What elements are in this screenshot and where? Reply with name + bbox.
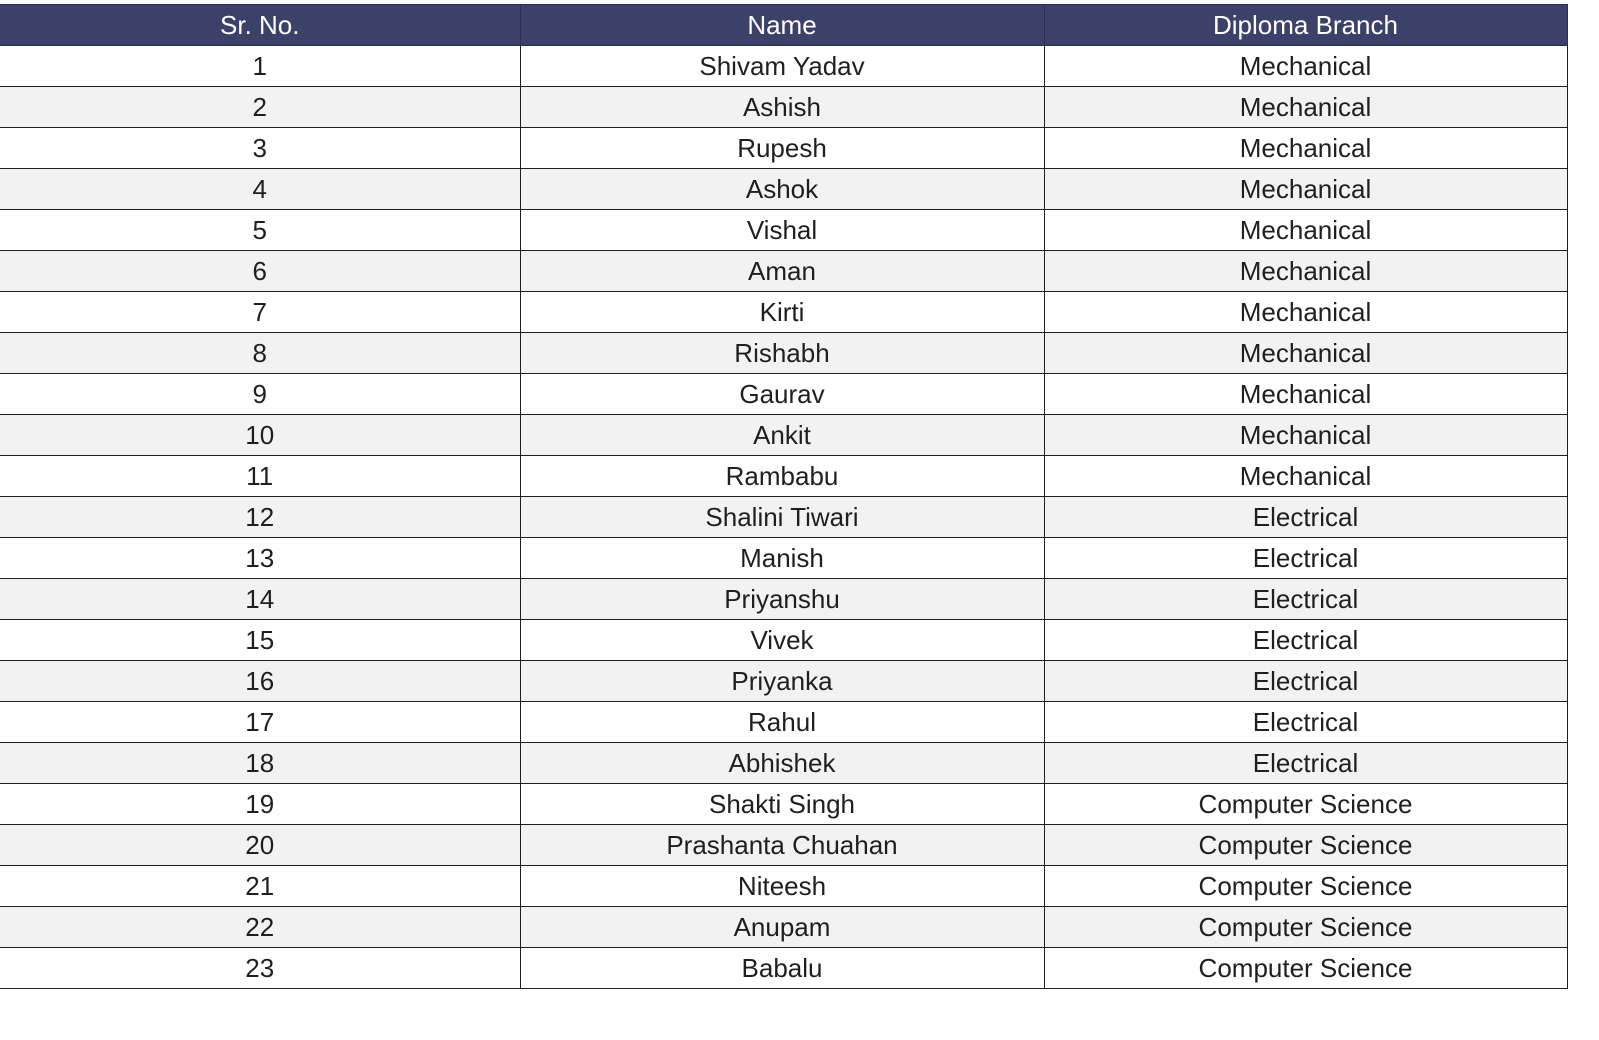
cell-name: Niteesh (520, 866, 1044, 907)
cell-sr-no: 17 (0, 702, 520, 743)
cell-diploma-branch: Mechanical (1044, 169, 1567, 210)
table-row (0, 292, 1567, 333)
table-row (0, 456, 1567, 497)
table-row (0, 579, 1567, 620)
cell-sr-no: 2 (0, 87, 520, 128)
cell-name: Priyanka (520, 661, 1044, 702)
cell-diploma-branch: Mechanical (1044, 333, 1567, 374)
cell-sr-no: 8 (0, 333, 520, 374)
table-row (0, 948, 1567, 989)
cell-name: Aman (520, 251, 1044, 292)
cell-sr-no: 9 (0, 374, 520, 415)
table-row (0, 538, 1567, 579)
table-row (0, 825, 1567, 866)
cell-diploma-branch: Electrical (1044, 620, 1567, 661)
cell-name: Manish (520, 538, 1044, 579)
cell-name: Rahul (520, 702, 1044, 743)
cell-name: Rambabu (520, 456, 1044, 497)
cell-sr-no: 18 (0, 743, 520, 784)
cell-sr-no: 12 (0, 497, 520, 538)
cell-name: Shakti Singh (520, 784, 1044, 825)
cell-sr-no: 10 (0, 415, 520, 456)
table-row (0, 661, 1567, 702)
cell-diploma-branch: Mechanical (1044, 87, 1567, 128)
cell-diploma-branch: Computer Science (1044, 866, 1567, 907)
cell-diploma-branch: Mechanical (1044, 292, 1567, 333)
cell-sr-no: 1 (0, 46, 520, 87)
cell-name: Rishabh (520, 333, 1044, 374)
cell-sr-no: 5 (0, 210, 520, 251)
cell-name: Ankit (520, 415, 1044, 456)
cell-diploma-branch: Electrical (1044, 743, 1567, 784)
cell-sr-no: 11 (0, 456, 520, 497)
cell-diploma-branch: Mechanical (1044, 374, 1567, 415)
table-row (0, 784, 1567, 825)
cell-sr-no: 21 (0, 866, 520, 907)
table-row (0, 374, 1567, 415)
cell-diploma-branch: Mechanical (1044, 210, 1567, 251)
cell-name: Priyanshu (520, 579, 1044, 620)
cell-name: Prashanta Chuahan (520, 825, 1044, 866)
table-row (0, 497, 1567, 538)
table-row (0, 210, 1567, 251)
table-row (0, 169, 1567, 210)
cell-name: Babalu (520, 948, 1044, 989)
table-row (0, 907, 1567, 948)
cell-diploma-branch: Mechanical (1044, 128, 1567, 169)
header-diploma-branch: Diploma Branch (1044, 5, 1567, 46)
cell-sr-no: 22 (0, 907, 520, 948)
table-row (0, 743, 1567, 784)
table-row (0, 46, 1567, 87)
cell-diploma-branch: Electrical (1044, 538, 1567, 579)
cell-name: Abhishek (520, 743, 1044, 784)
cell-sr-no: 23 (0, 948, 520, 989)
table-row (0, 333, 1567, 374)
cell-sr-no: 19 (0, 784, 520, 825)
cell-name: Ashish (520, 87, 1044, 128)
cell-sr-no: 15 (0, 620, 520, 661)
table-row (0, 702, 1567, 743)
cell-sr-no: 13 (0, 538, 520, 579)
cell-diploma-branch: Mechanical (1044, 456, 1567, 497)
table-row (0, 866, 1567, 907)
cell-diploma-branch: Mechanical (1044, 251, 1567, 292)
cell-name: Rupesh (520, 128, 1044, 169)
header-row (0, 5, 1567, 46)
table-row (0, 87, 1567, 128)
cell-diploma-branch: Electrical (1044, 702, 1567, 743)
table-row (0, 415, 1567, 456)
cell-name: Shivam Yadav (520, 46, 1044, 87)
cell-name: Kirti (520, 292, 1044, 333)
cell-sr-no: 3 (0, 128, 520, 169)
cell-diploma-branch: Computer Science (1044, 948, 1567, 989)
cell-name: Vishal (520, 210, 1044, 251)
cell-diploma-branch: Computer Science (1044, 825, 1567, 866)
header-name: Name (520, 5, 1044, 46)
cell-name: Vivek (520, 620, 1044, 661)
cell-sr-no: 7 (0, 292, 520, 333)
header-sr-no: Sr. No. (0, 5, 520, 46)
table-row (0, 251, 1567, 292)
cell-sr-no: 14 (0, 579, 520, 620)
cell-name: Shalini Tiwari (520, 497, 1044, 538)
table-body (0, 46, 1567, 989)
student-table (0, 4, 1568, 989)
cell-diploma-branch: Electrical (1044, 661, 1567, 702)
cell-sr-no: 16 (0, 661, 520, 702)
cell-diploma-branch: Mechanical (1044, 415, 1567, 456)
cell-diploma-branch: Mechanical (1044, 46, 1567, 87)
cell-sr-no: 20 (0, 825, 520, 866)
cell-diploma-branch: Electrical (1044, 497, 1567, 538)
table-header (0, 5, 1567, 46)
cell-name: Anupam (520, 907, 1044, 948)
cell-name: Ashok (520, 169, 1044, 210)
cell-name: Gaurav (520, 374, 1044, 415)
table-row (0, 620, 1567, 661)
cell-diploma-branch: Computer Science (1044, 784, 1567, 825)
cell-diploma-branch: Electrical (1044, 579, 1567, 620)
cell-diploma-branch: Computer Science (1044, 907, 1567, 948)
cell-sr-no: 6 (0, 251, 520, 292)
cell-sr-no: 4 (0, 169, 520, 210)
table-row (0, 128, 1567, 169)
student-table-container (0, 4, 1567, 989)
